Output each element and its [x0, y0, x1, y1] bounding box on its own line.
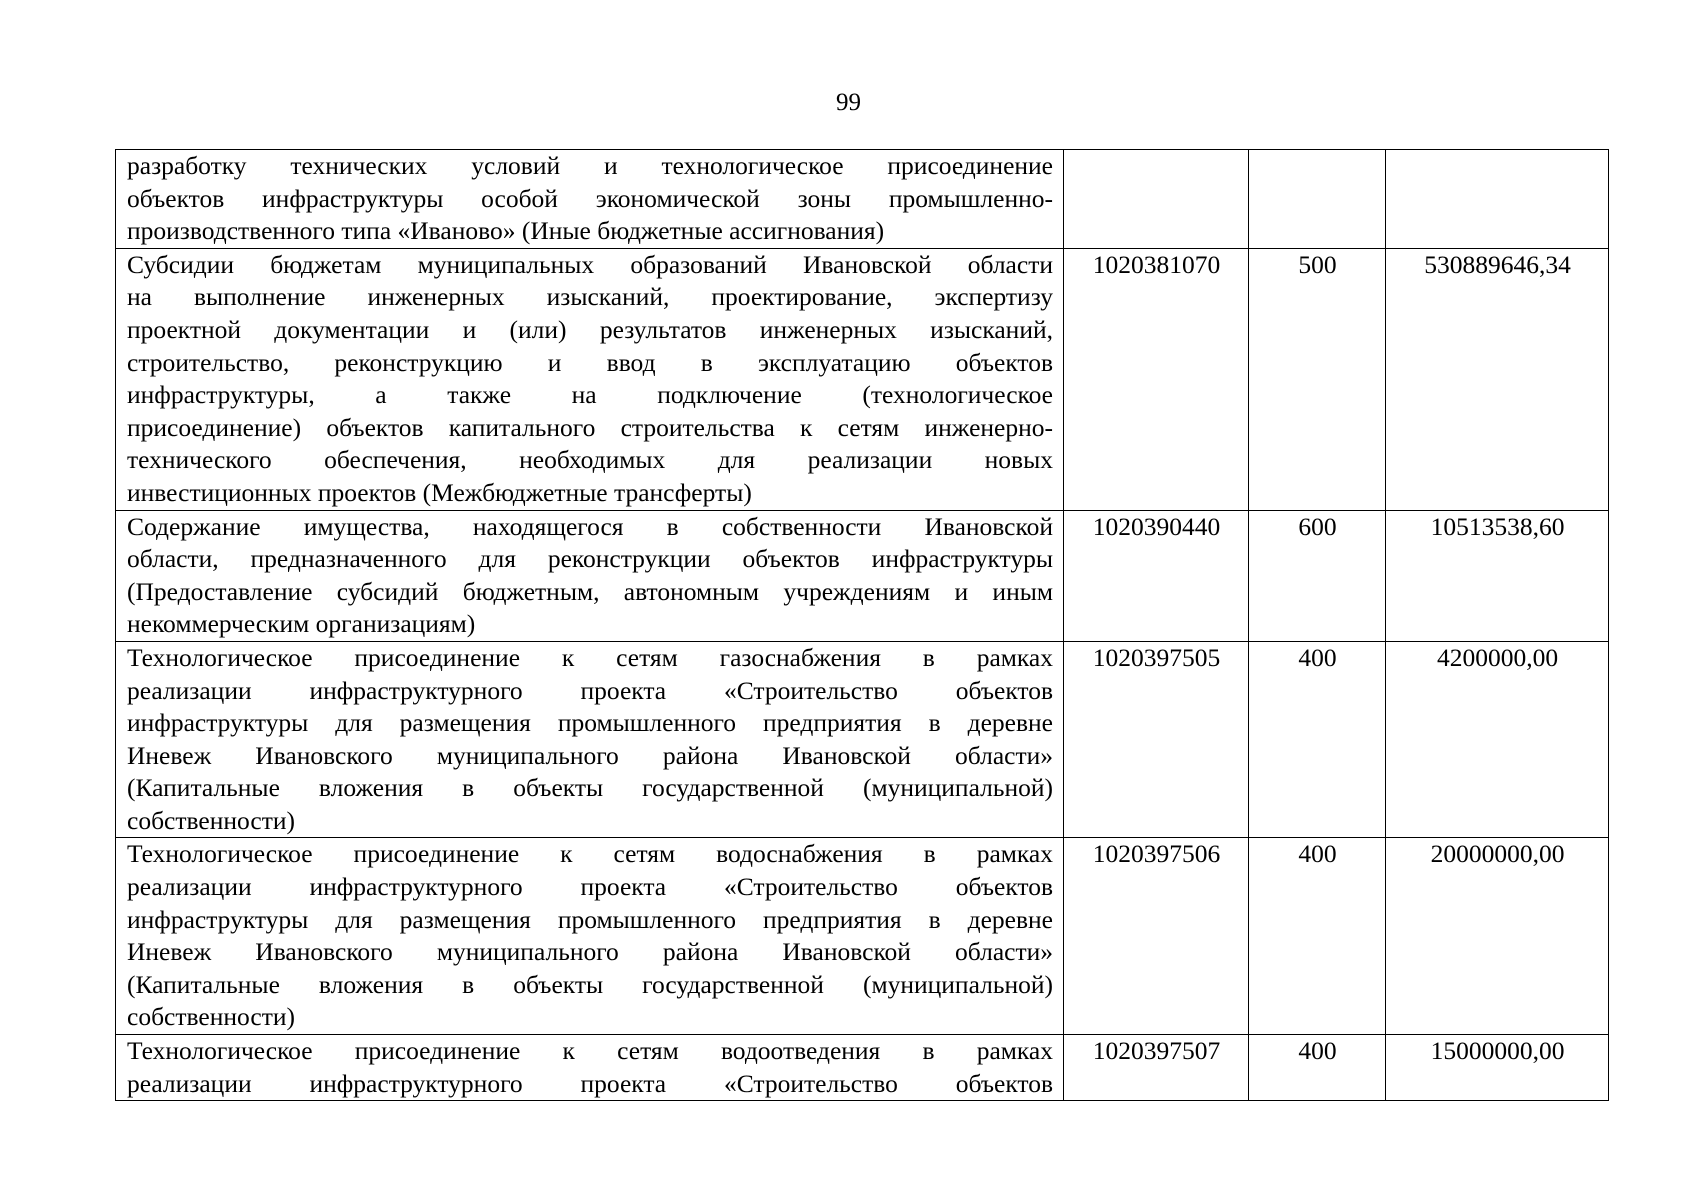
expense-type-cell: 400	[1249, 1035, 1386, 1101]
description-line: инвестиционных проектов (Межбюджетные трансферты)	[127, 477, 752, 507]
amount-cell: 530889646,34	[1386, 248, 1609, 510]
amount-cell: 10513538,60	[1386, 510, 1609, 641]
description-line: (Капитальные вложения в объекты государственной (муниципальной)	[127, 773, 1053, 803]
description-line: Технологическое присоединение к сетям водоотведения в рамках	[127, 1036, 1053, 1066]
page-number: 99	[836, 89, 861, 116]
description-line: инфраструктуры для размещения промышленного предприятия в деревне	[127, 904, 1053, 934]
table-row	[116, 1035, 1609, 1101]
code-cell: 1020390440	[1064, 510, 1249, 641]
expense-type-cell	[1249, 150, 1386, 249]
description-line: разработку технических условий и технологическое присоединение	[127, 151, 1053, 180]
description-cell	[116, 838, 1064, 1035]
table-row	[116, 838, 1609, 1035]
description-line: реализации инфраструктурного проекта «Строительство объектов	[127, 675, 1053, 705]
table-row	[116, 150, 1609, 249]
description-line: реализации инфраструктурного проекта «Строительство объектов	[127, 872, 1053, 902]
description-line: Субсидии бюджетам муниципальных образований Ивановской области	[127, 249, 1053, 279]
expense-type-cell: 500	[1249, 248, 1386, 510]
description-line: на выполнение инженерных изысканий, проектирование, экспертизу	[127, 282, 1053, 312]
description-line: объектов инфраструктуры особой экономической зоны промышленно-	[127, 183, 1053, 213]
description-line: производственного типа «Иваново» (Иные бюджетные ассигнования)	[127, 216, 885, 246]
description-line: присоединение) объектов капитального строительства к сетям инженерно-	[127, 412, 1053, 442]
description-cell	[116, 248, 1064, 510]
description-line: Иневеж Ивановского муниципального района Ивановской области»	[127, 740, 1053, 770]
table-row	[116, 510, 1609, 641]
description-line: некоммерческим организациям)	[127, 609, 476, 639]
code-cell	[1064, 150, 1249, 249]
amount-cell: 4200000,00	[1386, 641, 1609, 838]
table-row	[116, 641, 1609, 838]
description-cell	[116, 641, 1064, 838]
description-line: собственности)	[127, 1002, 295, 1032]
description-line: реализации инфраструктурного проекта «Строительство объектов	[127, 1068, 1053, 1098]
description-line: Технологическое присоединение к сетям водоснабжения в рамках	[127, 839, 1053, 869]
expense-type-cell: 400	[1249, 641, 1386, 838]
description-line: инфраструктуры, а также на подключение (технологическое	[127, 380, 1053, 410]
description-line: Технологическое присоединение к сетям газоснабжения в рамках	[127, 642, 1053, 672]
code-cell: 1020397506	[1064, 838, 1249, 1035]
description-line: Содержание имущества, находящегося в собственности Ивановской	[127, 511, 1053, 541]
amount-cell: 20000000,00	[1386, 838, 1609, 1035]
code-cell: 1020397507	[1064, 1035, 1249, 1101]
description-line: строительство, реконструкцию и ввод в эксплуатацию объектов	[127, 347, 1053, 377]
description-line: области, предназначенного для реконструкции объектов инфраструктуры	[127, 544, 1053, 574]
table-body	[116, 150, 1609, 1101]
description-line: (Капитальные вложения в объекты государственной (муниципальной)	[127, 969, 1053, 999]
description-line: Иневеж Ивановского муниципального района Ивановской области»	[127, 937, 1053, 967]
description-line: инфраструктуры для размещения промышленного предприятия в деревне	[127, 708, 1053, 738]
description-cell	[116, 150, 1064, 249]
description-cell	[116, 510, 1064, 641]
expense-type-cell: 400	[1249, 838, 1386, 1035]
description-line: технического обеспечения, необходимых для реализации новых	[127, 445, 1053, 475]
description-line: собственности)	[127, 805, 295, 835]
amount-cell: 15000000,00	[1386, 1035, 1609, 1101]
budget-table	[115, 149, 1609, 1101]
code-cell: 1020397505	[1064, 641, 1249, 838]
expense-type-cell: 600	[1249, 510, 1386, 641]
description-cell	[116, 1035, 1064, 1101]
table-row	[116, 248, 1609, 510]
code-cell: 1020381070	[1064, 248, 1249, 510]
description-line: проектной документации и (или) результатов инженерных изысканий,	[127, 314, 1053, 344]
description-line: (Предоставление субсидий бюджетным, автономным учреждениям и иным	[127, 576, 1053, 606]
amount-cell	[1386, 150, 1609, 249]
